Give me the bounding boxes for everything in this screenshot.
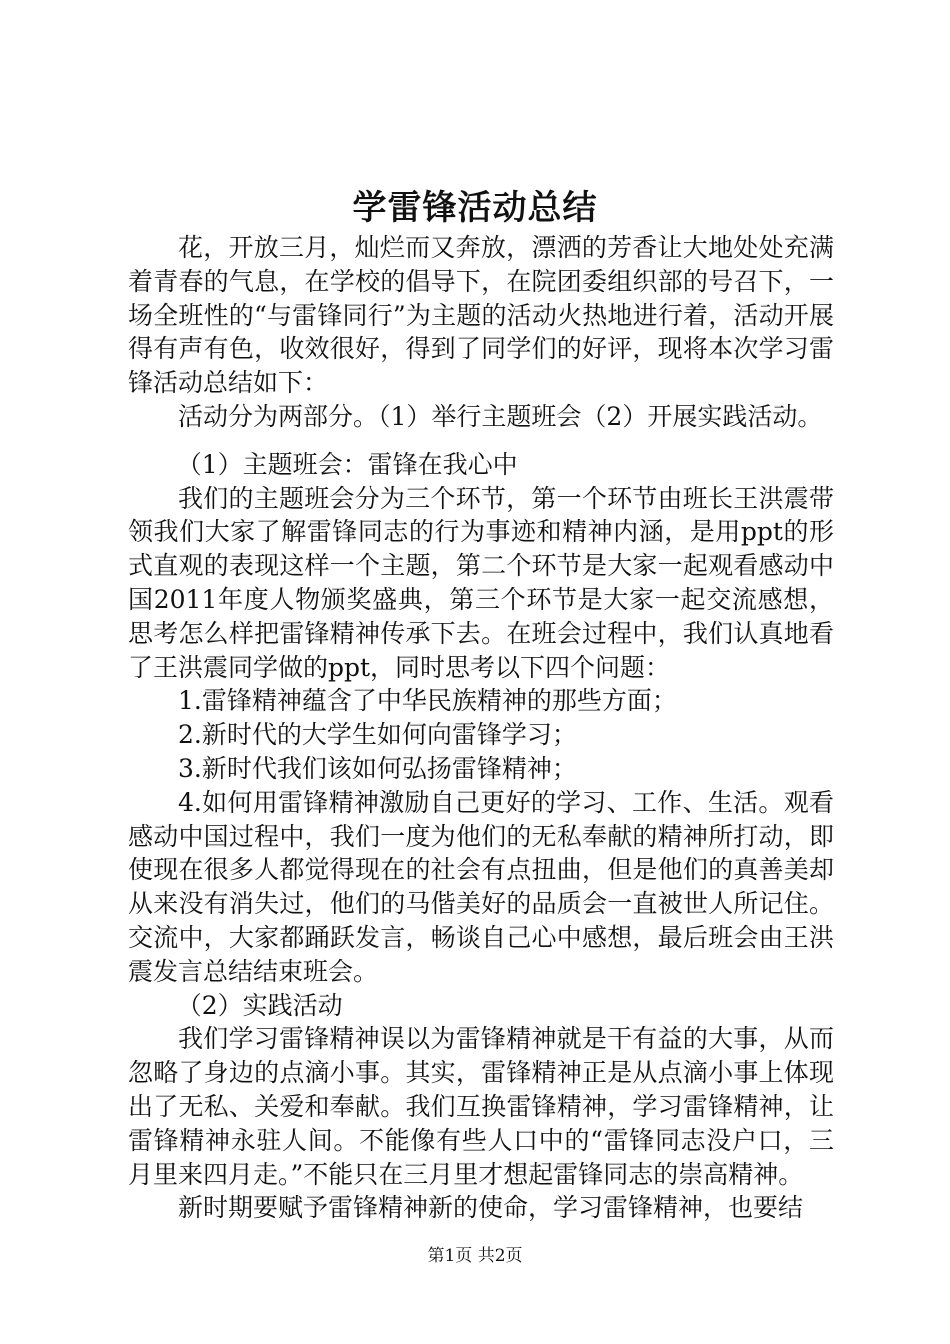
- page-number: 第1页 共2页: [427, 1246, 523, 1266]
- section-heading-class-meeting: （1）主题班会：雷锋在我心中: [176, 449, 518, 479]
- paragraph-parts: 活动分为两部分。（1）举行主题班会（2）开展实践活动。: [178, 401, 823, 431]
- paragraph-intro: 花，开放三月，灿烂而又奔放，漂洒的芳香让大地处处充满着青春的气息，在学校的倡导下，在院团委组织部的号召下，一场全班性的“与雷锋同行”为主题的活动火热地进行着，活动开展得有声有色，收效很好，得到了同学们的好评，现将本次学习雷锋活动总结如下：: [128, 233, 834, 398]
- list-item-question-1: 1.雷锋精神蕴含了中华民族精神的那些方面；: [178, 686, 677, 716]
- list-item-question-3: 3.新时代我们该如何弘扬雷锋精神；: [178, 753, 577, 783]
- document-body: [128, 231, 834, 1225]
- list-item-question-2: 2.新时代的大学生如何向雷锋学习；: [178, 720, 577, 750]
- section-heading-practice: （2）实践活动: [176, 990, 343, 1020]
- paragraph-new-era: 新时期要赋予雷锋精神新的使命，学习雷锋精神，也要结: [178, 1193, 804, 1223]
- paragraph-class-meeting: 我们的主题班会分为三个环节，第一个环节由班长王洪震带领我们大家了解雷锋同志的行为事迹和精神内涵，是用ppt的形式直观的表现这样一个主题，第二个环节是大家一起观看感动中国2011年度人物颁奖盛典，第三个环节是大家一起交流感想，思考怎么样把雷锋精神传承下去。在班会过程中，我们认真地看了王洪震同学做的ppt，同时思考以下四个问题：: [128, 483, 834, 682]
- paragraph-practice: 我们学习雷锋精神误以为雷锋精神就是干有益的大事，从而忽略了身边的点滴小事。其实，雷锋精神正是从点滴小事上体现出了无私、关爱和奉献。我们互换雷锋精神，学习雷锋精神，让雷锋精神永驻人间。不能像有些人口中的“雷锋同志没户口，三月里来四月走。”不能只在三月里才想起雷锋同志的崇高精神。: [128, 1024, 834, 1189]
- list-item-question-4: 4.如何用雷锋精神激励自己更好的学习、工作、生活。观看感动中国过程中，我们一度为他们的无私奉献的精神所打动，即使现在很多人都觉得现在的社会有点扭曲，但是他们的真善美却从来没有消失过，他们的马偕美好的品质会一直被世人所记住。交流中，大家都踊跃发言，畅谈自己心中感想，最后班会由王洪震发言总结结束班会。: [128, 787, 834, 986]
- document-title: 学雷锋活动总结: [352, 188, 598, 228]
